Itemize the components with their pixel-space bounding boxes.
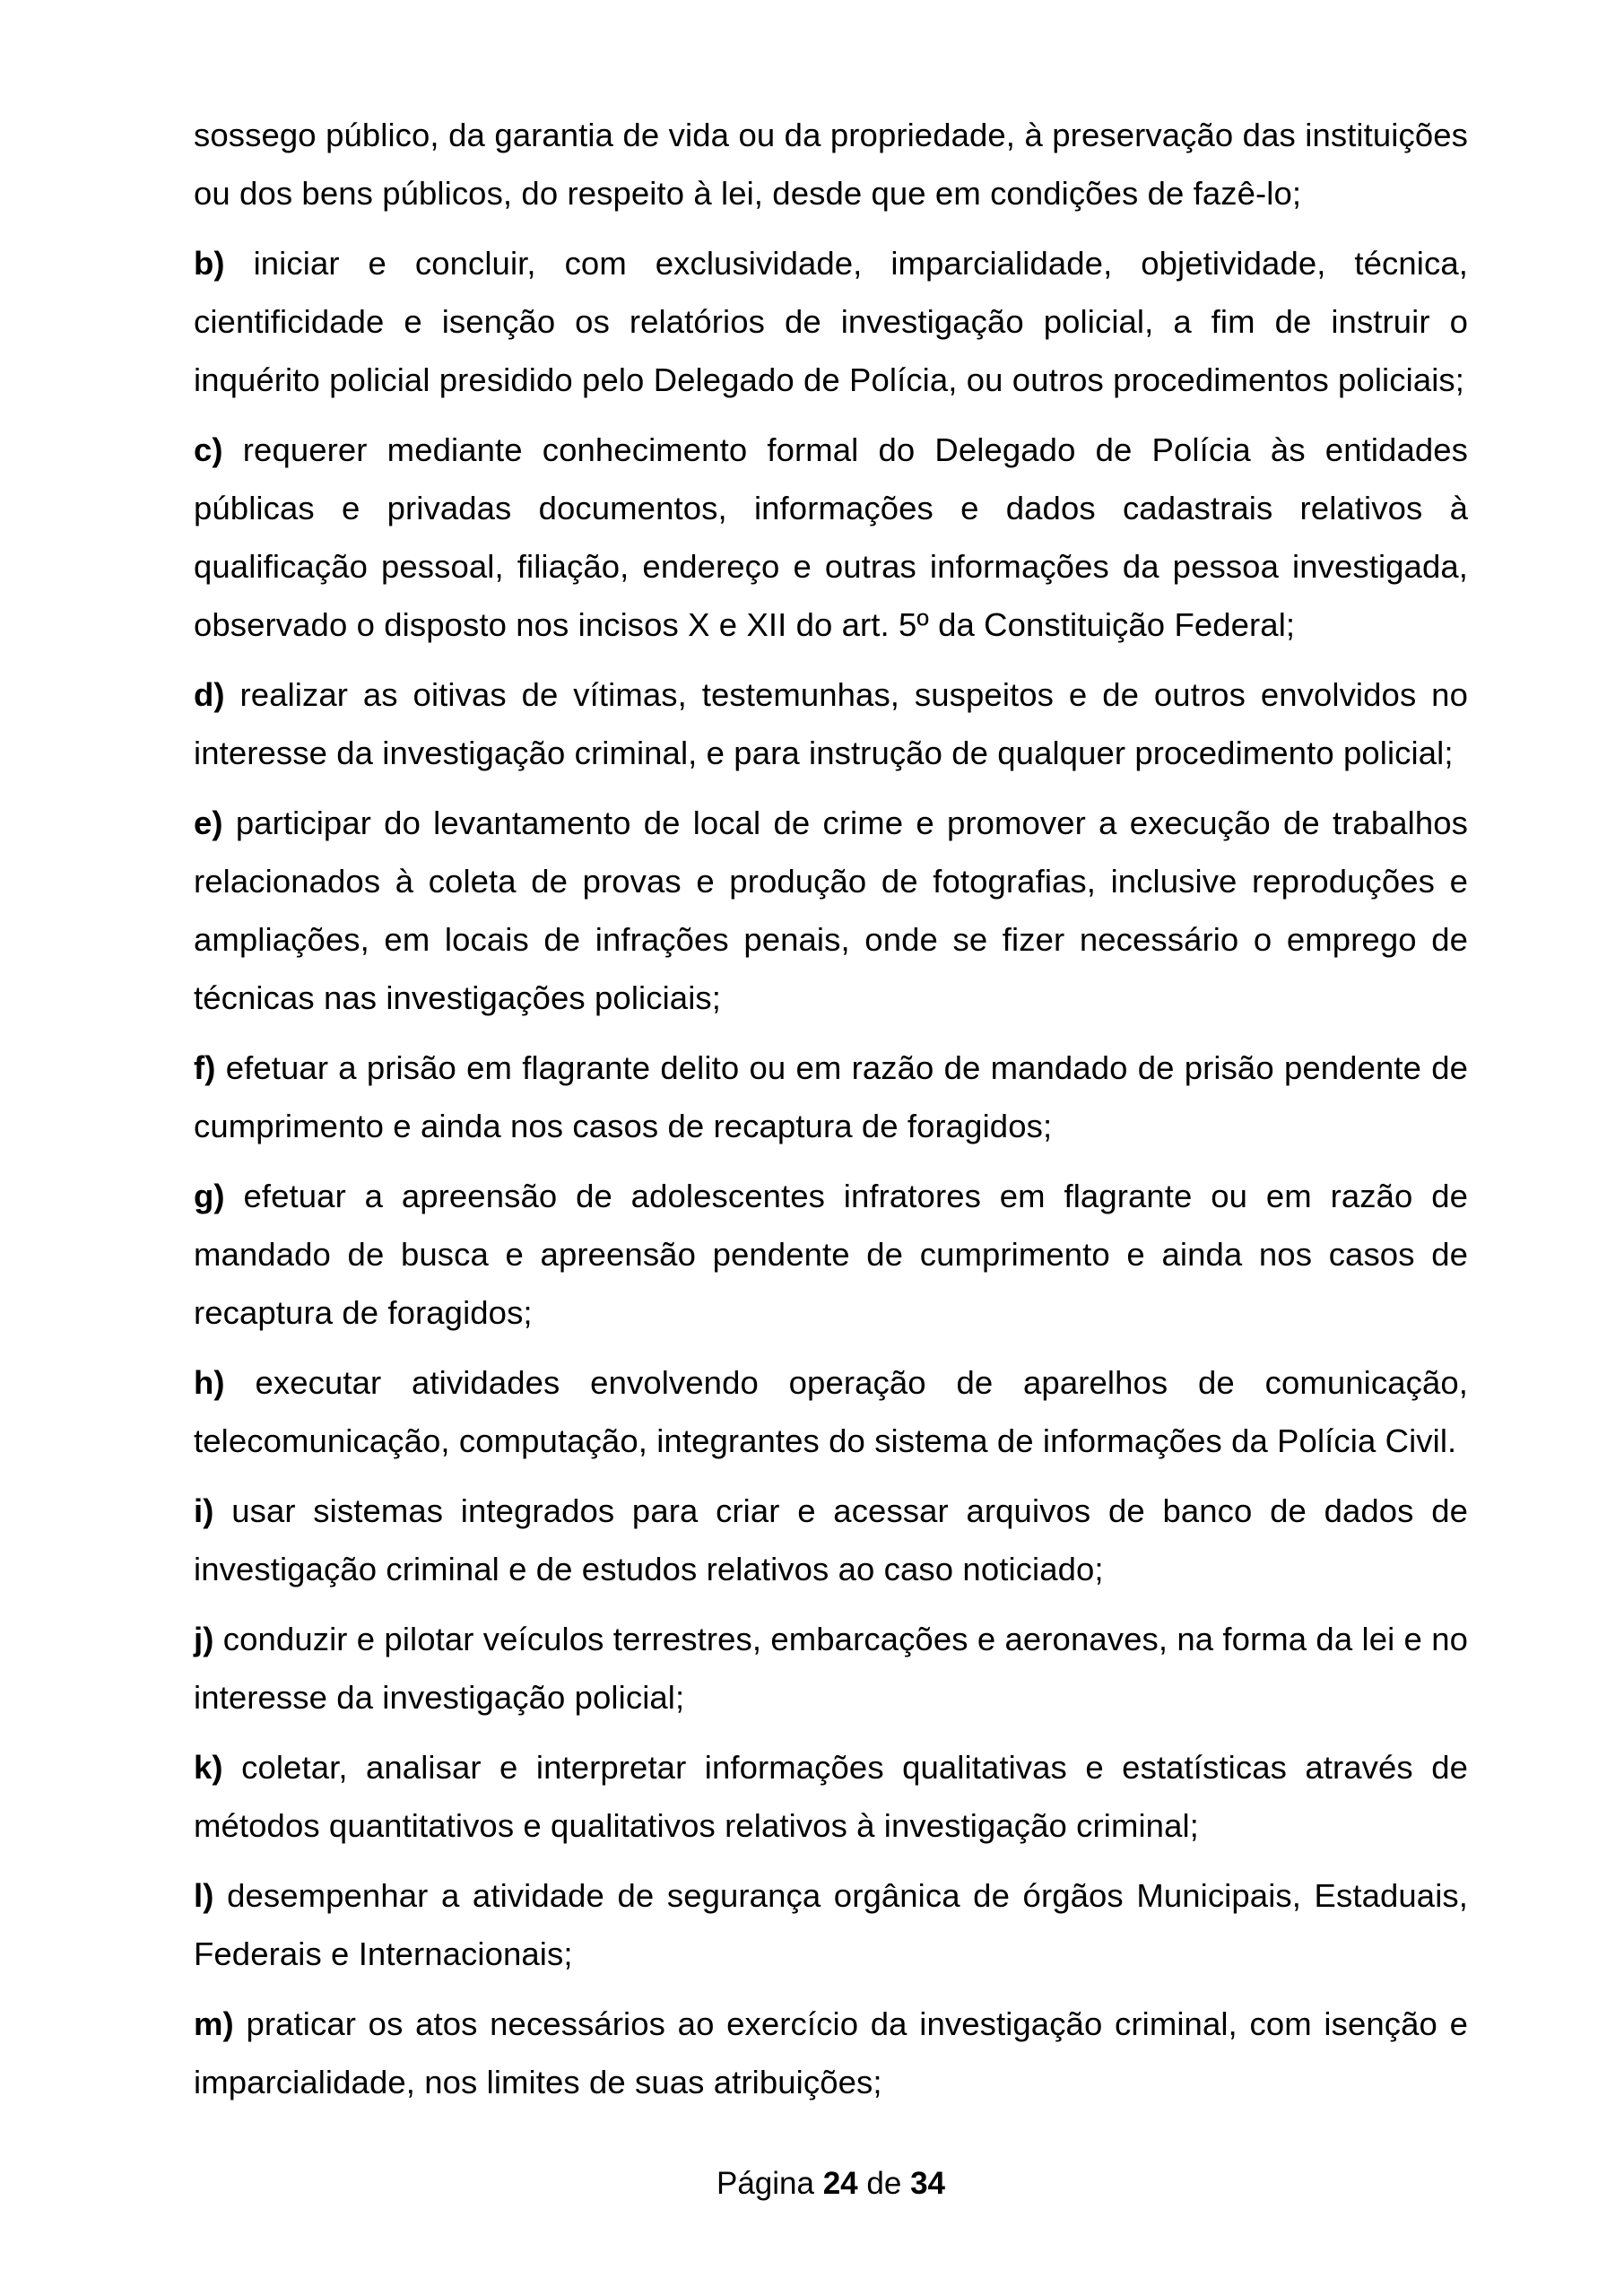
paragraph-label: f) (194, 1049, 216, 1086)
paragraph-text: conduzir e pilotar veículos terrestres, embarcações e aeronaves, na forma da lei e no interesse da investigação policial; (194, 1621, 1468, 1716)
paragraph-text: usar sistemas integrados para criar e acessar arquivos de banco de dados de investigação criminal e de estudos relativos ao caso noticiado; (194, 1492, 1468, 1587)
paragraph-item-d (194, 665, 1468, 782)
paragraph-label: m) (194, 2005, 234, 2042)
paragraph-item-i (194, 1482, 1468, 1598)
paragraph-item-h (194, 1353, 1468, 1470)
paragraph-text: participar do levantamento de local de crime e promover a execução de trabalhos relacionados à coleta de provas e produção de fotografias, inclusive reproduções e ampliações, em locais de infrações penais, onde se fizer necessário o emprego de técnicas nas investigações policiais; (194, 804, 1468, 1016)
paragraph-label: e) (194, 804, 223, 841)
paragraph-label: h) (194, 1364, 225, 1401)
paragraph-text: desempenhar a atividade de segurança orgânica de órgãos Municipais, Estaduais, Federais e Internacionais; (194, 1877, 1468, 1972)
paragraph-item-m (194, 1995, 1468, 2111)
paragraph-item-l (194, 1866, 1468, 1983)
paragraph-item-f (194, 1039, 1468, 1155)
paragraph-item-e (194, 794, 1468, 1027)
paragraph-label: i) (194, 1492, 214, 1529)
paragraph-text: efetuar a prisão em flagrante delito ou em razão de mandado de prisão pendente de cumprimento e ainda nos casos de recaptura de foragidos; (194, 1049, 1468, 1144)
footer-separator: de (866, 2166, 902, 2201)
paragraph-label: g) (194, 1178, 225, 1214)
footer-total-pages: 34 (910, 2166, 945, 2201)
paragraph-item-c (194, 421, 1468, 654)
paragraph-text: realizar as oitivas de vítimas, testemunhas, suspeitos e de outros envolvidos no interesse da investigação criminal, e para instrução de qualquer procedimento policial; (194, 676, 1468, 771)
paragraph-intro (194, 106, 1468, 222)
paragraph-text: executar atividades envolvendo operação de aparelhos de comunicação, telecomunicação, computação, integrantes do sistema de informações da Polícia Civil. (194, 1364, 1468, 1459)
footer-page-number: 24 (822, 2166, 858, 2201)
paragraph-text: sossego público, da garantia de vida ou da propriedade, à preservação das instituições ou dos bens públicos, do respeito à lei, desde que em condições de fazê-lo; (194, 117, 1468, 212)
paragraph-text: iniciar e concluir, com exclusividade, imparcialidade, objetividade, técnica, cientificidade e isenção os relatórios de investigação policial, a fim de instruir o inquérito policial presidido pelo Delegado de Polícia, ou outros procedimentos policiais; (194, 245, 1468, 398)
paragraph-label: b) (194, 245, 225, 282)
paragraph-text: efetuar a apreensão de adolescentes infratores em flagrante ou em razão de mandado de busca e apreensão pendente de cumprimento e ainda nos casos de recaptura de foragidos; (194, 1178, 1468, 1331)
footer-page-label: Página (716, 2166, 814, 2201)
paragraph-text: coletar, analisar e interpretar informações qualitativas e estatísticas através de métodos quantitativos e qualitativos relativos à investigação criminal; (194, 1749, 1468, 1844)
paragraph-label: l) (194, 1877, 214, 1914)
paragraph-label: j) (194, 1621, 214, 1657)
text-block (194, 106, 1468, 2123)
paragraph-item-b (194, 234, 1468, 409)
paragraph-item-j (194, 1610, 1468, 1726)
paragraph-label: c) (194, 431, 223, 468)
paragraph-label: k) (194, 1749, 223, 1786)
paragraph-label: d) (194, 676, 225, 713)
paragraph-text: requerer mediante conhecimento formal do Delegado de Polícia às entidades públicas e privadas documentos, informações e dados cadastrais relativos à qualificação pessoal, filiação, endereço e outras informações da pessoa investigada, observado o disposto nos incisos X e XII do art. 5º da Constituição Federal; (194, 431, 1468, 643)
paragraph-item-k (194, 1738, 1468, 1855)
paragraph-text: praticar os atos necessários ao exercício da investigação criminal, com isenção e imparcialidade, nos limites de suas atribuições; (194, 2005, 1468, 2100)
page-footer (194, 2154, 1468, 2213)
paragraph-item-g (194, 1167, 1468, 1342)
